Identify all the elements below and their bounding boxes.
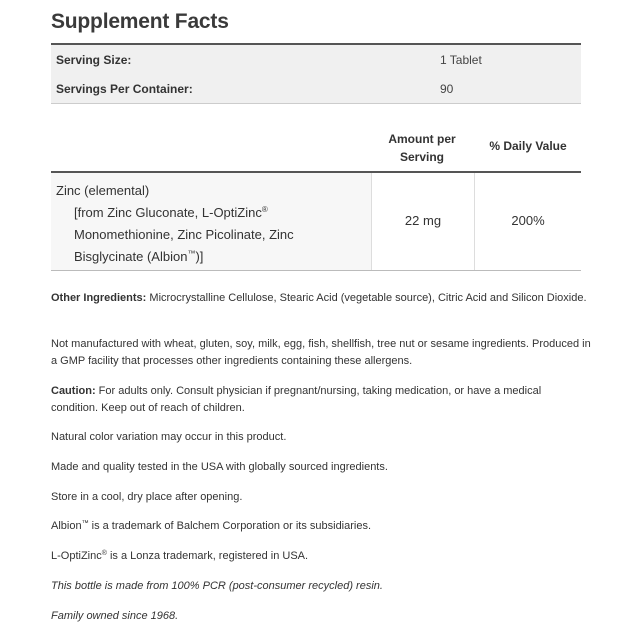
nutrient-name-cell (51, 173, 372, 270)
amount-header-line-2: Serving (399, 150, 444, 164)
made-in-usa-note: Made and quality tested in the USA with globally sourced ingredients. (51, 461, 388, 473)
nutrient-name: Zinc (elemental) (56, 183, 150, 198)
albion-trademark-note (51, 518, 591, 535)
page-title: Supplement Facts (51, 10, 229, 33)
family-owned-note (51, 608, 591, 625)
nutrient-source-part-1: [from Zinc Gluconate, L-OptiZinc (74, 205, 262, 220)
optizinc-trademark-note (51, 548, 591, 565)
amount-per-serving-header (372, 130, 472, 166)
nutrient-source (74, 202, 359, 268)
amount-header-line-1: Amount per (388, 132, 456, 146)
caution-label: Caution: (51, 385, 96, 397)
recycled-bottle-text: This bottle is made from 100% PCR (post-consumer recycled) resin. (51, 580, 383, 592)
family-owned-text: Family owned since 1968. (51, 610, 179, 622)
nutrient-source-part-3: )] (195, 249, 204, 264)
servings-per-container-row (51, 74, 581, 104)
color-variation-note: Natural color variation may occur in this product. (51, 431, 287, 443)
optizinc-registered-mark: ® (101, 550, 107, 557)
registered-mark: ® (261, 205, 268, 214)
nutrient-table (51, 125, 581, 271)
trademark-mark: ™ (187, 249, 196, 258)
caution-note (51, 383, 591, 417)
nutrient-row (51, 173, 581, 271)
other-ingredients-text: Microcrystalline Cellulose, Stearic Acid (vegetable source), Citric Acid and Silicon Dioxide. (146, 292, 587, 304)
caution-text: For adults only. Consult physician if pregnant/nursing, taking medication, or have a medical condition. Keep out of reach of children. (51, 385, 542, 414)
albion-trademark-mark: ™ (81, 520, 89, 527)
albion-name: Albion (51, 520, 82, 532)
nutrient-daily-value: 200% (511, 213, 545, 228)
albion-trademark-text: is a trademark of Balchem Corporation or its subsidiaries. (88, 520, 372, 532)
daily-value-header: % Daily Value (489, 139, 567, 153)
allergen-note: Not manufactured with wheat, gluten, soy, milk, egg, fish, shellfish, tree nut or sesame ingredients. Produced in a GMP facility that processes other ingredients containing these allergens. (51, 338, 591, 367)
recycled-bottle-note (51, 578, 591, 595)
servings-per-container-label: Servings Per Container: (56, 82, 193, 96)
optizinc-name: L-OptiZinc (51, 550, 102, 562)
serving-size-label: Serving Size: (56, 53, 132, 67)
nutrient-table-header (51, 125, 581, 173)
other-ingredients-note (51, 290, 591, 307)
storage-note: Store in a cool, dry place after opening. (51, 491, 243, 503)
serving-size-row (51, 45, 581, 74)
serving-size-value: 1 Tablet (440, 53, 482, 67)
optizinc-trademark-text: is a Lonza trademark, registered in USA. (106, 550, 309, 562)
servings-per-container-value: 90 (440, 82, 454, 96)
other-ingredients-label: Other Ingredients: (51, 292, 147, 304)
nutrient-daily-value-cell (475, 173, 581, 270)
serving-table (51, 43, 581, 104)
nutrient-amount-cell (372, 173, 475, 270)
nutrient-source-part-2: Monomethionine, Zinc Picolinate, Zinc Bisglycinate (Albion (74, 227, 294, 264)
nutrient-amount: 22 mg (404, 213, 442, 228)
